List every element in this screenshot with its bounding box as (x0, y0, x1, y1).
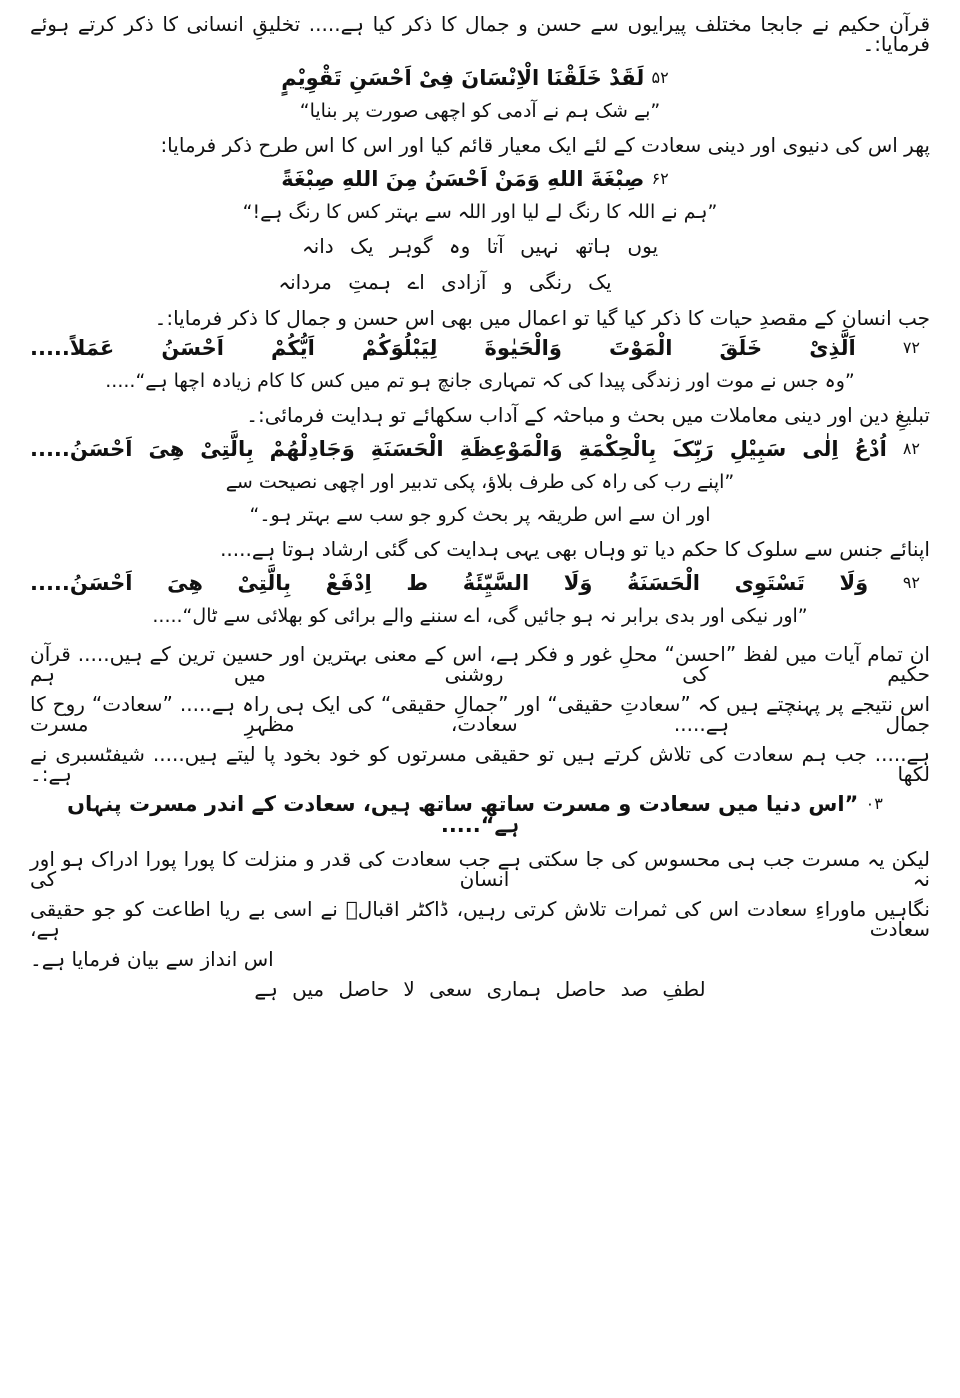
paragraph-5: اپنائے جنس سے سلوک کا حکم دیا تو وہاں بھی یہی ہدایت کی گئی ارشاد ہوتا ہے..... (220, 537, 930, 561)
translation-5: ”اور نیکی اور بدی برابر نہ ہو جائیں گی، اے سننے والے برائی کو بھلائی سے ٹال“..... (152, 605, 808, 627)
paragraph-2: پھر اس کی دنیوی اور دینی سعادت کے لئے ایک معیار قائم کیا اور اس کا اس طرح ذکر فرمایا: (160, 133, 930, 157)
translation-2: ”ہم نے اللہ کا رنگ لے لیا اور اللہ سے بہتر کس کا رنگ ہے!“ (242, 201, 718, 223)
conclusion-paragraph (30, 644, 930, 784)
verse-reference-3: ۲۷ (902, 338, 920, 357)
quote-reference: ۳۰ (865, 794, 883, 813)
conclusion-line-1: ان تمام آیات میں لفظ ”احسن“ محلِ غور و فکر ہے، اس کے معنی بہترین اور حسین ترین کے ہیں..... قرآن حکیم کی روشنی میں ہم (30, 642, 930, 686)
closing-paragraph (30, 849, 930, 969)
paragraph-4: تبلیغِ دین اور دینی معاملات میں بحث و مباحثہ کے آداب سکھائے تو ہدایت فرمائی:۔ (246, 403, 930, 427)
translation-4-line-1: ”اپنے رب کی راہ کی طرف بلاؤ، پکی تدبیر اور اچھی نصیحت سے (225, 471, 735, 493)
verse-text-4: اُدْعُ اِلٰی سَبِیْلِ رَبِّکَ بِالْحِکْمَةِ وَالْمَوْعِظَةِ الْحَسَنَةِ وَجَادِلْهُمْ بِالَّتِیْ هِیَ اَحْسَنُ..... (30, 437, 887, 461)
closing-line-2: نگاہیں ماوراءِ سعادت اس کی ثمرات تلاش کرتی رہیں، ڈاکٹر اقبالؒ نے اسی بے ریا اطاعت کو جو حقیقی سعادت ہے، (30, 897, 930, 941)
translation-3: ”وہ جس نے موت اور زندگی پیدا کی کہ تمہاری جانچ ہو تم میں کس کا کام زیادہ اچھا ہے“..... (105, 370, 855, 392)
quran-verse-4 (30, 439, 930, 460)
conclusion-line-2: اس نتیجے پر پہنچتے ہیں کہ ”سعادتِ حقیقی“ اور ”جمالِ حقیقی“ کی ایک ہی راہ ہے..... ”سعادت“ روح کا جمال ہے..... سعادت، مظہرِ مسرت (30, 692, 930, 736)
final-poetry-line: لطفِ صد حاصل ہماری سعی لا حاصل میں ہے (254, 977, 706, 1001)
quran-verse-1 (30, 68, 930, 89)
quote-text: ”اس دنیا میں سعادت و مسرت ساتھ ساتھ ہیں، سعادت کے اندر مسرت پنہاں ہے“..... (67, 792, 859, 837)
quran-verse-2 (30, 169, 930, 190)
closing-line-1: لیکن یہ مسرت جب ہی محسوس کی جا سکتی ہے جب سعادت کی قدر و منزلت کا پورا پورا ادراک ہو اور نہ انسان کی (30, 847, 930, 891)
poetry-line-1: یوں ہاتھ نہیں آتا وہ گوہر یک دانہ (301, 234, 659, 258)
verse-reference-4: ۲۸ (902, 439, 921, 458)
paragraph-3: جب انسان کے مقصدِ حیات کا ذکر کیا گیا تو اعمال میں بھی اس حسن و جمال کا ذکر فرمایا:۔ (154, 306, 930, 330)
verse-reference-5: ۲۹ (902, 573, 921, 592)
translation-1: ”بے شک ہم نے آدمی کو اچھی صورت پر بنایا“ (299, 100, 661, 122)
paragraph-intro: قرآن حکیم نے جابجا مختلف پیرایوں سے حسن و جمال کا ذکر کیا ہے..... تخلیقِ انسانی کا ذکر کرتے ہوئے فرمایا:۔ (30, 12, 930, 56)
quran-verse-5 (30, 573, 930, 594)
conclusion-line-3: ہے..... جب ہم سعادت کی تلاش کرتے ہیں تو حقیقی مسرتوں کو خود بخود پا لیتے ہیں..... شیفٹسبری نے لکھا ہے:۔ (30, 742, 930, 786)
verse-text-1: لَقَدْ خَلَقْنَا الْاِنْسَانَ فِیْ اَحْسَنِ تَقْوِیْمٍ (281, 66, 645, 90)
verse-text-2: صِبْغَةَ اللهِ وَمَنْ اَحْسَنُ مِنَ اللهِ صِبْغَةً (281, 167, 645, 191)
poetry-line-2: یک رنگی و آزادی اے ہمتِ مردانہ (278, 270, 612, 294)
verse-text-3: اَلَّذِیْ خَلَقَ الْمَوْتَ وَالْحَیٰوةَ لِیَبْلُوَکُمْ اَیُّکُمْ اَحْسَنُ عَمَلاً..... (30, 336, 856, 360)
shaftesbury-quote (30, 794, 930, 836)
quran-verse-3 (30, 338, 930, 359)
verse-text-5: وَلَا تَسْتَوِی الْحَسَنَةُ وَلَا السَّیِّئَةُ ط اِدْفَعْ بِالَّتِیْ هِیَ اَحْسَنُ..... (30, 571, 869, 595)
verse-reference-1: ۲۵ (651, 68, 669, 87)
closing-line-3: اس انداز سے بیان فرمایا ہے۔ (30, 947, 274, 971)
translation-4-line-2: اور ان سے اس طریقہ پر بحث کرو جو سب سے بہتر ہو۔“ (249, 504, 711, 526)
verse-reference-2: ۲۶ (651, 169, 669, 188)
